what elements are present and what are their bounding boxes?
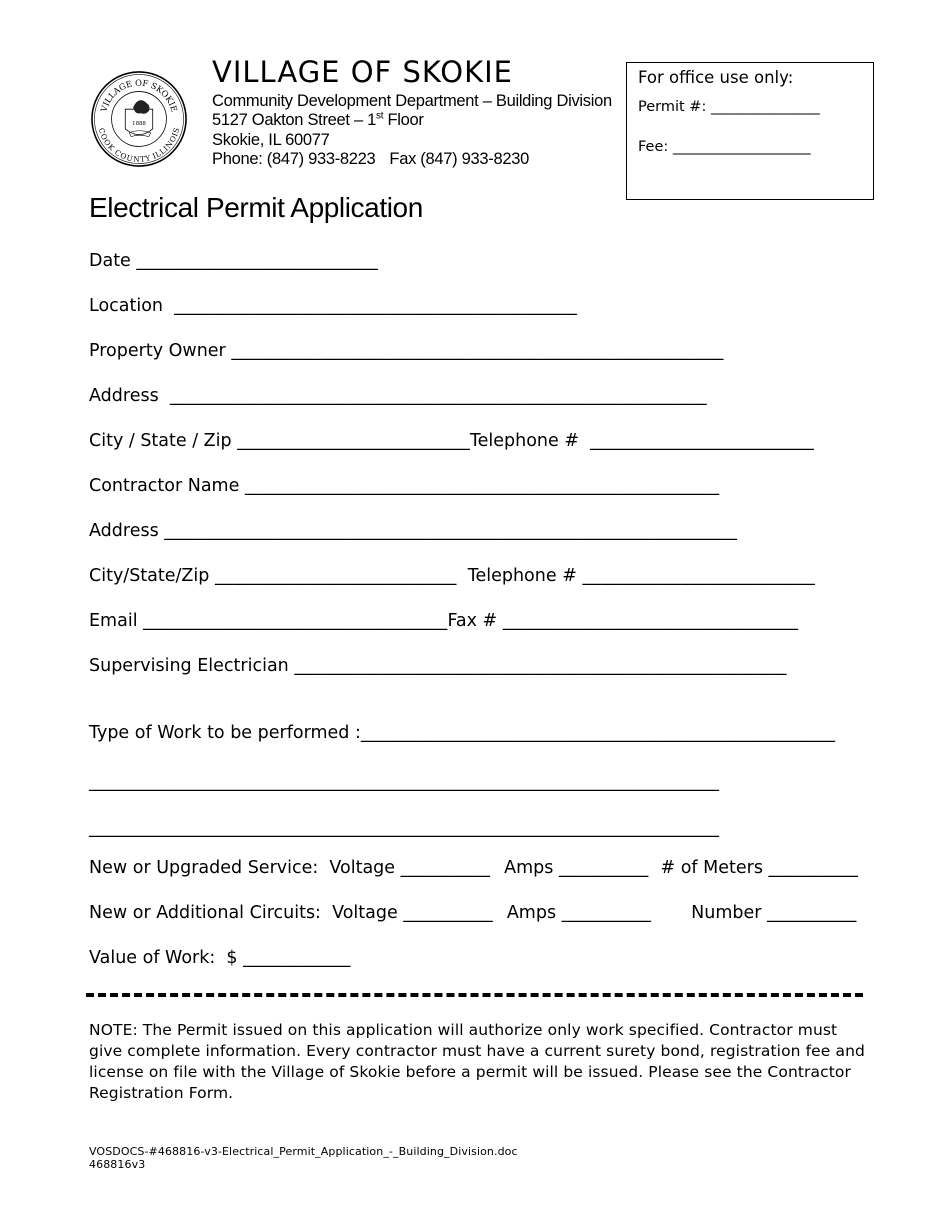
seal-top-text: VILLAGE OF SKOKIE xyxy=(98,77,180,113)
owner-phone-input[interactable]: _________________________ xyxy=(590,431,814,451)
value-of-work-label: Value of Work: xyxy=(89,948,216,968)
type-of-work-label: Type of Work to be performed : xyxy=(89,723,361,743)
email-input[interactable]: __________________________________ xyxy=(143,611,448,631)
street-address: 5127 Oakton Street – 1st Floor xyxy=(212,110,424,129)
contractor-name-label: Contractor Name xyxy=(89,476,240,496)
supervising-electrician-input[interactable]: _______________________________________________________ xyxy=(294,656,787,676)
contractor-phone-label: Telephone # xyxy=(467,566,577,586)
owner-city-input[interactable]: __________________________ xyxy=(237,431,470,451)
dashed-separator xyxy=(86,993,863,997)
service-amps-label: Amps xyxy=(504,858,554,878)
meters-label: # of Meters xyxy=(660,858,763,878)
location-input[interactable]: _____________________________________________ xyxy=(174,296,577,316)
form-title: Electrical Permit Application xyxy=(89,192,423,223)
service-amps-input[interactable]: __________ xyxy=(558,858,649,878)
contractor-address-label: Address xyxy=(89,521,159,541)
circuits-label: New or Additional Circuits: xyxy=(89,903,321,923)
owner-city-label: City / State / Zip xyxy=(89,431,232,451)
contact-line xyxy=(212,149,529,169)
office-use-heading: For office use only: xyxy=(638,68,794,87)
fax-number: Fax (847) 933-8230 xyxy=(389,150,529,168)
village-seal xyxy=(90,70,188,168)
fax-label: Fax # xyxy=(447,611,498,631)
circuits-number-label: Number xyxy=(691,903,762,923)
currency-symbol: $ xyxy=(226,948,238,968)
fax-input[interactable]: _________________________________ xyxy=(502,611,799,631)
type-of-work-line-2[interactable]: ________________________________________________________________________ xyxy=(89,772,719,792)
document-version: 468816v3 xyxy=(89,1158,146,1171)
supervising-electrician-field[interactable] xyxy=(89,655,787,677)
email-label: Email xyxy=(89,611,138,631)
value-of-work-input[interactable]: ____________ xyxy=(243,948,351,968)
property-owner-input[interactable]: _______________________________________________________ xyxy=(231,341,724,361)
owner-address-field[interactable] xyxy=(89,385,707,407)
seal-bottom-text: COOK COUNTY ILLINOIS xyxy=(96,126,182,164)
location-field[interactable] xyxy=(89,295,577,317)
email-fax-row xyxy=(89,610,798,632)
service-voltage-label: Voltage xyxy=(329,858,396,878)
circuits-amps-label: Amps xyxy=(506,903,557,923)
contractor-address-field[interactable] xyxy=(89,520,737,542)
type-of-work-field[interactable] xyxy=(89,722,835,744)
owner-city-phone-row xyxy=(89,430,814,452)
city-line: Skokie, IL 60077 xyxy=(212,131,330,149)
service-label: New or Upgraded Service: xyxy=(89,858,319,878)
contractor-city-input[interactable]: ___________________________ xyxy=(214,566,457,586)
supervising-electrician-label: Supervising Electrician xyxy=(89,656,289,676)
seal-year: 1888 xyxy=(132,120,146,127)
contractor-city-label: City/State/Zip xyxy=(89,566,210,586)
circuits-number-input[interactable]: __________ xyxy=(767,903,857,923)
meters-input[interactable]: __________ xyxy=(768,858,859,878)
date-field[interactable] xyxy=(89,250,378,272)
office-use-box xyxy=(626,62,874,200)
contractor-address-input[interactable]: ________________________________________________________________ xyxy=(164,521,738,541)
type-of-work-input[interactable]: _____________________________________________________ xyxy=(360,723,836,743)
note-paragraph: NOTE: The Permit issued on this application will authorize only work specified. Contractor must give complete information. Every contractor must have a current surety bond, registration fee and license on file with the Village of Skokie before a permit will be issued. Please see the Contractor Registration Form. xyxy=(89,1021,865,1102)
fee-field: Fee: ___________________ xyxy=(638,139,811,155)
department-line: Community Development Department – Building Division xyxy=(212,92,612,110)
village-title: VILLAGE OF SKOKIE xyxy=(212,55,513,89)
owner-address-input[interactable]: ____________________________________________________________ xyxy=(169,386,707,406)
circuits-voltage-input[interactable]: __________ xyxy=(403,903,493,923)
contractor-city-phone-row xyxy=(89,565,815,587)
circuits-voltage-label: Voltage xyxy=(332,903,398,923)
service-voltage-input[interactable]: __________ xyxy=(400,858,491,878)
contractor-phone-input[interactable]: __________________________ xyxy=(582,566,816,586)
date-label: Date xyxy=(89,251,131,271)
property-owner-label: Property Owner xyxy=(89,341,226,361)
type-of-work-line-3[interactable]: ________________________________________________________________________ xyxy=(89,818,719,838)
service-row xyxy=(89,857,858,879)
location-label: Location xyxy=(89,296,164,316)
property-owner-field[interactable] xyxy=(89,340,724,362)
owner-address-label: Address xyxy=(89,386,159,406)
document-reference: VOSDOCS-#468816-v3-Electrical_Permit_Application_-_Building_Division.doc xyxy=(89,1145,518,1158)
contractor-name-field[interactable] xyxy=(89,475,719,497)
permit-number-field: Permit #: _______________ xyxy=(638,99,820,115)
circuits-row xyxy=(89,902,857,924)
phone-number: Phone: (847) 933-8223 xyxy=(212,150,376,168)
date-input[interactable]: ___________________________ xyxy=(136,251,379,271)
contractor-name-input[interactable]: _____________________________________________________ xyxy=(244,476,720,496)
circuits-amps-input[interactable]: __________ xyxy=(561,903,652,923)
owner-phone-label: Telephone # xyxy=(469,431,580,451)
value-of-work-field[interactable] xyxy=(89,947,351,969)
